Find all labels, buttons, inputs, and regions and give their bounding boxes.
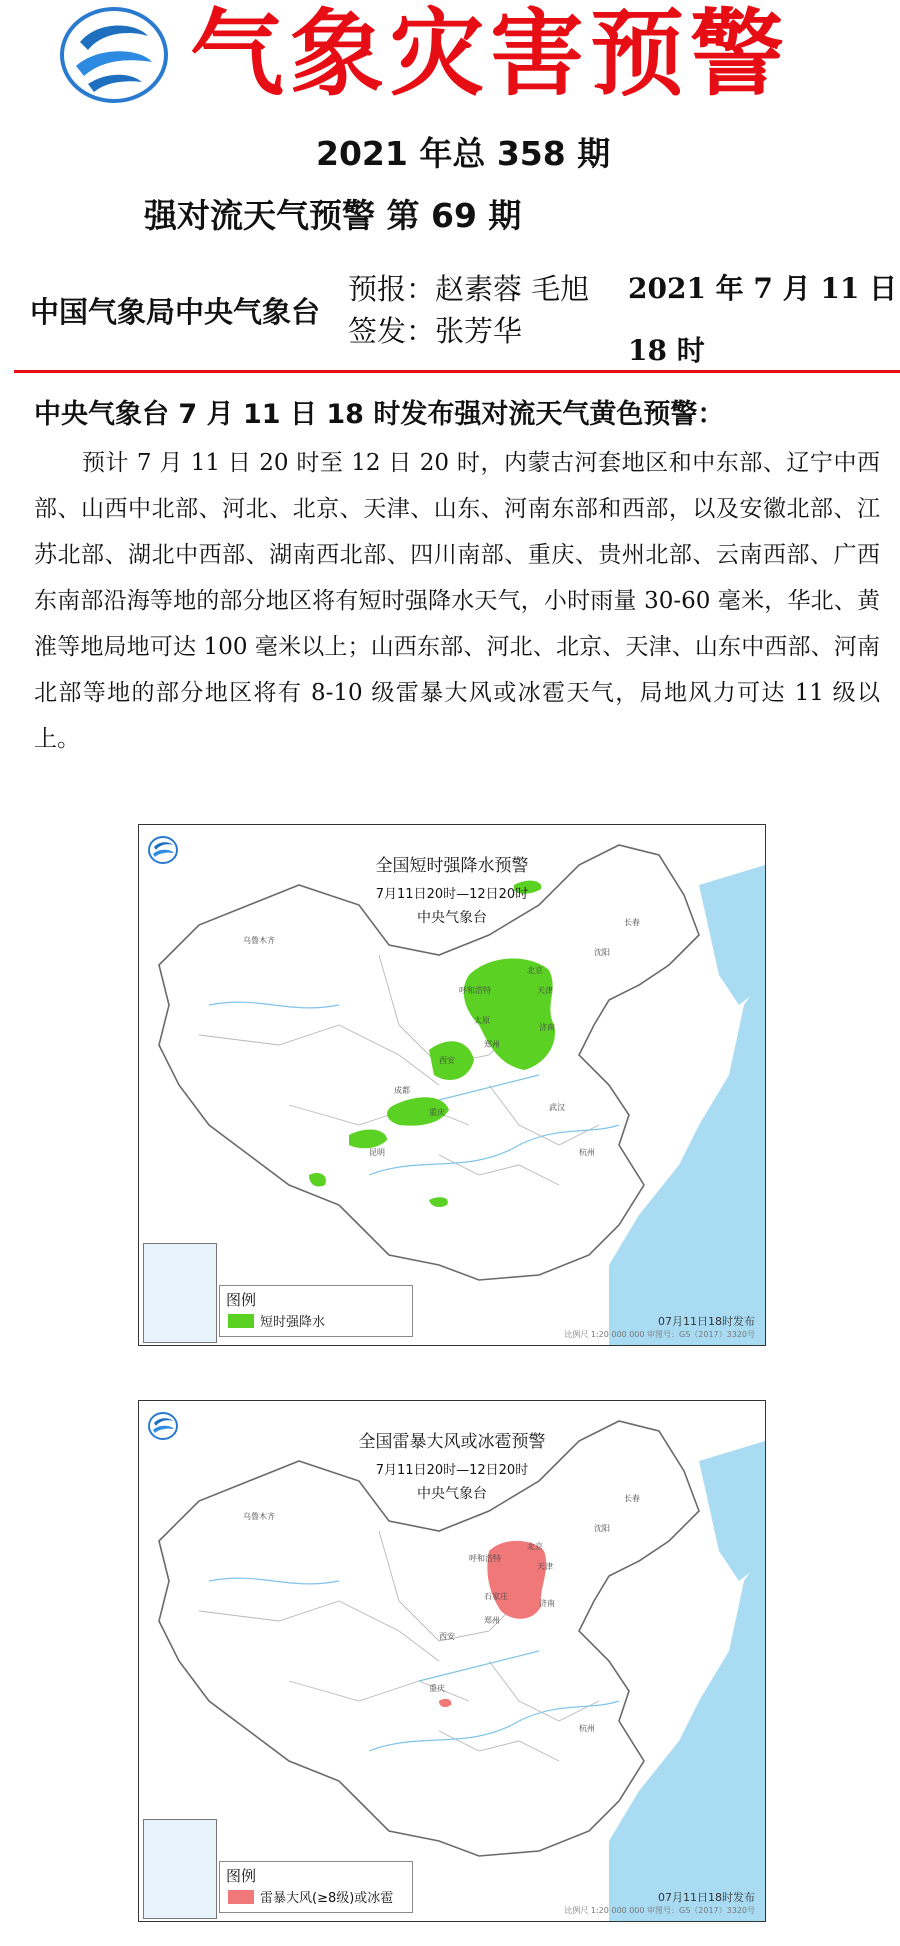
svg-text:西安: 西安 — [439, 1056, 455, 1065]
cma-logo-icon — [58, 6, 170, 104]
legend-swatch — [228, 1890, 254, 1904]
legend-label: 短时强降水 — [260, 1315, 326, 1330]
svg-text:西安: 西安 — [439, 1632, 455, 1641]
staff-block — [348, 268, 589, 352]
svg-text:天津: 天津 — [537, 986, 553, 995]
svg-text:杭州: 杭州 — [579, 1148, 595, 1157]
svg-text:武汉: 武汉 — [549, 1103, 565, 1112]
legend-label: 雷暴大风(≥8级)或冰雹 — [260, 1891, 394, 1906]
map-time-range: 7月11日20时—12日20时 — [375, 887, 529, 902]
svg-text:天津: 天津 — [537, 1562, 553, 1571]
svg-text:北京: 北京 — [527, 966, 543, 975]
svg-text:长春: 长春 — [624, 918, 640, 927]
issuer-line: 签发：张芳华 — [348, 314, 523, 348]
map-issued-time: 07月11日18时发布 — [658, 1891, 755, 1904]
map-scale-note: 比例尺 1:20 000 000 审图号：GS（2017）3320号 — [564, 1906, 755, 1915]
map-issued-time: 07月11日18时发布 — [658, 1315, 755, 1328]
svg-text:重庆: 重庆 — [429, 1108, 445, 1117]
svg-text:石家庄: 石家庄 — [484, 1592, 508, 1601]
map-thunderstorm-wind-hail — [138, 1400, 766, 1922]
warning-body: 预计 7 月 11 日 20 时至 12 日 20 时，内蒙古河套地区和中东部、辽宁中西部、山西中北部、河北、北京、天津、山东、河南东部和西部，以及安徽北部、江苏北部、湖北中西部、湖南西北部、四川南部、重庆、贵州北部、云南西部、广西东南部沿海等地的部分地区将有短时强降水天气，小时雨量 30-60 毫米，华北、黄淮等地局地可达 100 毫米以上；山西东部、河北、北京、天津、山东中西部、河南北部等地的部分地区将有 8-10 级雷暴大风或冰雹天气，局地风力可达 11 级以上。 — [34, 450, 880, 752]
svg-text:呼和浩特: 呼和浩特 — [459, 986, 491, 995]
legend-title: 图例 — [226, 1291, 257, 1309]
svg-text:济南: 济南 — [539, 1599, 555, 1608]
svg-text:沈阳: 沈阳 — [594, 1524, 610, 1533]
svg-text:乌鲁木齐: 乌鲁木齐 — [243, 936, 275, 945]
svg-text:长春: 长春 — [624, 1494, 640, 1503]
map-time-range: 7月11日20时—12日20时 — [375, 1463, 529, 1478]
svg-text:乌鲁木齐: 乌鲁木齐 — [243, 1512, 275, 1521]
south-china-sea-inset — [143, 1243, 217, 1343]
agency-name: 中国气象局中央气象台 — [30, 295, 321, 329]
china-map-wind — [139, 1401, 765, 1921]
issue-number: 2021 年总 358 期 — [316, 134, 611, 173]
warning-headline: 中央气象台 7 月 11 日 18 时发布强对流天气黄色预警： — [34, 399, 725, 430]
header-divider — [14, 370, 900, 373]
china-map-rain — [139, 825, 765, 1345]
svg-text:成都: 成都 — [394, 1086, 410, 1095]
svg-text:郑州: 郑州 — [484, 1040, 500, 1049]
map-legend — [219, 1285, 413, 1337]
svg-text:北京: 北京 — [527, 1542, 543, 1551]
south-china-sea-inset — [143, 1819, 217, 1919]
svg-text:杭州: 杭州 — [579, 1724, 595, 1733]
map-heavy-rain — [138, 824, 766, 1346]
svg-text:重庆: 重庆 — [429, 1684, 445, 1693]
svg-text:济南: 济南 — [539, 1023, 555, 1032]
issue-datetime: 2021 年 7 月 11 日 18 时 — [628, 272, 898, 367]
legend-swatch — [228, 1314, 254, 1328]
map-scale-note: 比例尺 1:20 000 000 审图号：GS（2017）3320号 — [564, 1330, 755, 1339]
bulletin-title: 气象灾害预警 — [190, 0, 791, 109]
svg-text:昆明: 昆明 — [369, 1148, 385, 1157]
warning-subtitle: 强对流天气预警 第 69 期 — [144, 196, 522, 235]
svg-text:太原: 太原 — [474, 1016, 490, 1025]
map-title: 全国短时强降水预警 — [375, 856, 529, 876]
map-org: 中央气象台 — [417, 910, 487, 926]
svg-text:郑州: 郑州 — [484, 1616, 500, 1625]
map-legend — [219, 1861, 413, 1913]
legend-title: 图例 — [226, 1867, 257, 1885]
map-title: 全国雷暴大风或冰雹预警 — [358, 1432, 546, 1452]
svg-text:沈阳: 沈阳 — [594, 948, 610, 957]
map-org: 中央气象台 — [417, 1486, 487, 1502]
forecaster-line: 预报：赵素蓉 毛旭 — [348, 272, 590, 306]
svg-text:呼和浩特: 呼和浩特 — [469, 1554, 501, 1563]
